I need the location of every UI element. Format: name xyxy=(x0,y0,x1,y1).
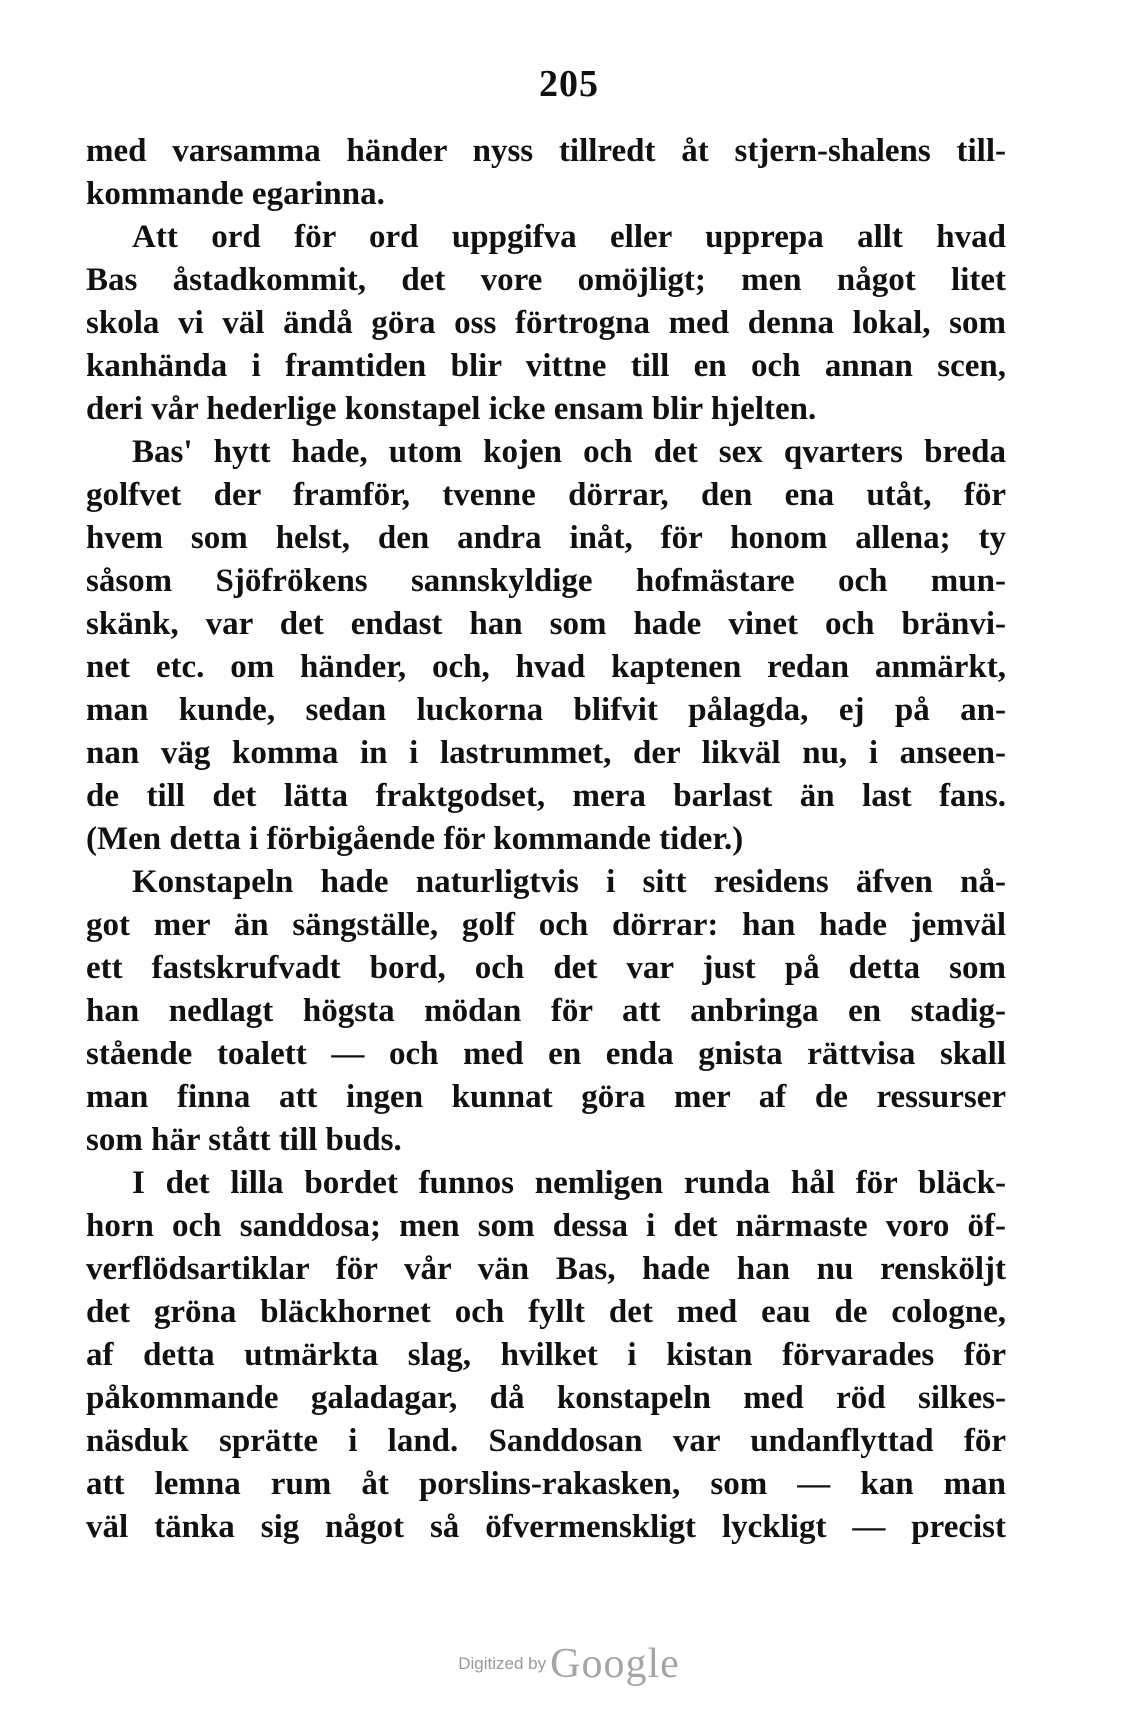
text-line: ett fastskrufvadt bord, och det var just på detta som xyxy=(86,950,1006,986)
text-line: kanhända i framtiden blir vittne till en och annan scen, xyxy=(86,348,1006,384)
text-line: net etc. om händer, och, hvad kaptenen redan anmärkt, xyxy=(86,649,1006,685)
text-line: stående toalett — och med en enda gnista rättvisa skall xyxy=(86,1036,1006,1072)
text-line: påkommande galadagar, då konstapeln med röd silkes- xyxy=(86,1380,1006,1416)
text-line: (Men detta i förbigående för kommande tider.) xyxy=(86,821,744,857)
text-line: I det lilla bordet funnos nemligen runda hål för bläck- xyxy=(132,1165,1006,1201)
text-line: näsduk sprätte i land. Sanddosan var undanflyttad för xyxy=(86,1423,1006,1459)
text-line: man finna att ingen kunnat göra mer af de ressurser xyxy=(86,1079,1006,1115)
text-line: att lemna rum åt porslins-rakasken, som — kan man xyxy=(86,1466,1006,1502)
digitization-watermark xyxy=(0,1640,1138,1688)
text-line: af detta utmärkta slag, hvilket i kistan förvarades för xyxy=(86,1337,1006,1373)
text-line: Att ord för ord uppgifva eller upprepa allt hvad xyxy=(132,219,1006,255)
text-line: som här stått till buds. xyxy=(86,1122,402,1158)
page-number: 205 xyxy=(539,63,599,105)
text-line: det gröna bläckhornet och fyllt det med eau de cologne, xyxy=(86,1294,1006,1330)
text-line: Konstapeln hade naturligtvis i sitt residens äfven nå- xyxy=(132,864,1006,900)
text-line: got mer än sängställe, golf och dörrar: han hade jemväl xyxy=(86,907,1006,943)
digitized-by-label: Digitized by xyxy=(458,1654,547,1673)
text-line: man kunde, sedan luckorna blifvit pålagda, ej på an- xyxy=(86,692,1006,728)
text-line: horn och sanddosa; men som dessa i det närmaste voro öf- xyxy=(86,1208,1006,1244)
google-wordmark: Google xyxy=(550,1641,680,1687)
text-line: såsom Sjöfrökens sannskyldige hofmästare och mun- xyxy=(86,563,1006,599)
text-line: de till det lätta fraktgodset, mera barlast än last fans. xyxy=(86,778,1006,814)
text-line: Bas' hytt hade, utom kojen och det sex qvarters breda xyxy=(132,434,1006,470)
text-line: deri vår hederlige konstapel icke ensam blir hjelten. xyxy=(86,391,817,427)
text-line: verflödsartiklar för vår vän Bas, hade han nu rensköljt xyxy=(86,1251,1006,1287)
text-line: skola vi väl ändå göra oss förtrogna med denna lokal, som xyxy=(86,305,1006,341)
text-line: kommande egarinna. xyxy=(86,176,385,212)
text-line: med varsamma händer nyss tillredt åt stjern-shalens till- xyxy=(86,133,1006,169)
text-line: skänk, var det endast han som hade vinet och bränvi- xyxy=(86,606,1006,642)
text-line: väl tänka sig något så öfvermenskligt lyckligt — precist xyxy=(86,1509,1006,1545)
text-line: Bas åstadkommit, det vore omöjligt; men något litet xyxy=(86,262,1006,298)
text-line: nan väg komma in i lastrummet, der likväl nu, i anseen- xyxy=(86,735,1006,771)
text-line: golfvet der framför, tvenne dörrar, den ena utåt, för xyxy=(86,477,1006,513)
text-line: hvem som helst, den andra inåt, för honom allena; ty xyxy=(86,520,1006,556)
text-line: han nedlagt högsta mödan för att anbringa en stadig- xyxy=(86,993,1006,1029)
body-text xyxy=(86,130,1006,1549)
